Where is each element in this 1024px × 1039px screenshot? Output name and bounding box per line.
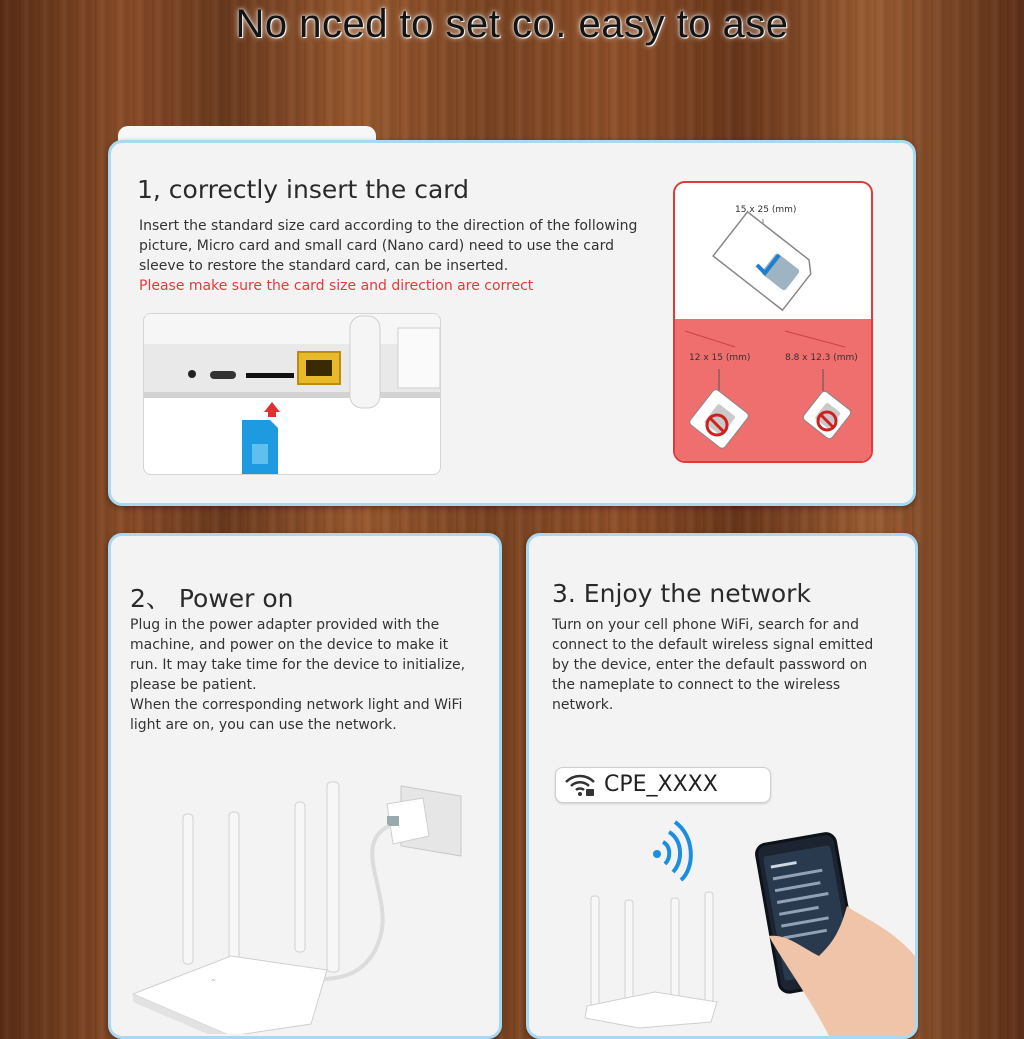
- wifi-network-item: [555, 767, 771, 803]
- sim-size-panel: [673, 181, 873, 463]
- step2-note: When the corresponding network light and WiFi light are on, you can use the network.: [130, 697, 463, 733]
- usb-c-port-icon: [210, 371, 236, 379]
- router-slot-photo: [143, 313, 441, 475]
- micro-size-label: 12 x 15 (mm): [689, 353, 751, 363]
- antenna-icon: [350, 316, 380, 408]
- router-side-illustration: [144, 314, 440, 474]
- headline: No nced to set co. easy to ase: [235, 2, 789, 46]
- small-cards-illustration: [675, 319, 871, 461]
- wifi-lock-icon: [564, 773, 596, 797]
- antenna-icon: [295, 802, 305, 952]
- wifi-signal-icon: [653, 822, 691, 880]
- standard-size-label: 15 x 25 (mm): [735, 205, 797, 215]
- antenna-icon: [671, 898, 679, 1008]
- step2-card: [108, 533, 502, 1039]
- step1-description: Insert the standard size card according to the direction of the following picture, Micro card and small card (Nano card) need to use the card sleeve to restore the standard card, can be inserted.: [139, 218, 638, 274]
- antenna-icon: [229, 812, 239, 962]
- step3-title: 3. Enjoy the network: [552, 579, 811, 608]
- step1-title: 1, correctly insert the card: [137, 175, 469, 204]
- incorrect-sizes-area: [675, 319, 871, 461]
- step1-card: [108, 140, 916, 506]
- router-body-icon: [585, 992, 717, 1028]
- wifi-ssid: CPE_XXXX: [604, 772, 718, 797]
- antenna-icon: [705, 892, 713, 1002]
- sim-slot-icon: [246, 373, 294, 378]
- step2-text: [130, 615, 480, 735]
- reset-hole-icon: [188, 370, 196, 378]
- step3-card: [526, 533, 918, 1039]
- router-power-illustration: [111, 774, 499, 1034]
- step3-description: Turn on your cell phone WiFi, search for and connect to the default wireless signal emitted by the device, enter the default password on the nameplate to connect to the wireless network.: [552, 617, 874, 713]
- router-phone-illustration: [529, 806, 915, 1036]
- standard-card-illustration: [675, 183, 871, 319]
- svg-text:~: ~: [211, 977, 217, 984]
- nano-size-label: 8.8 x 12.3 (mm): [785, 353, 858, 363]
- antenna-icon: [591, 896, 599, 1006]
- step2-title: 2、 Power on: [130, 584, 294, 613]
- step2-description: Plug in the power adapter provided with the machine, and power on the device to make it run. It may take time for the device to initialize, please be patient.: [130, 617, 466, 693]
- insert-arrow-icon: [264, 402, 280, 412]
- antenna-icon: [183, 814, 193, 964]
- antenna-icon: [327, 782, 339, 972]
- step1-warning: Please make sure the card size and direction are correct: [139, 278, 534, 294]
- step1-text: [139, 216, 659, 296]
- router-body-icon: [133, 956, 327, 1034]
- antenna-icon: [625, 900, 633, 1010]
